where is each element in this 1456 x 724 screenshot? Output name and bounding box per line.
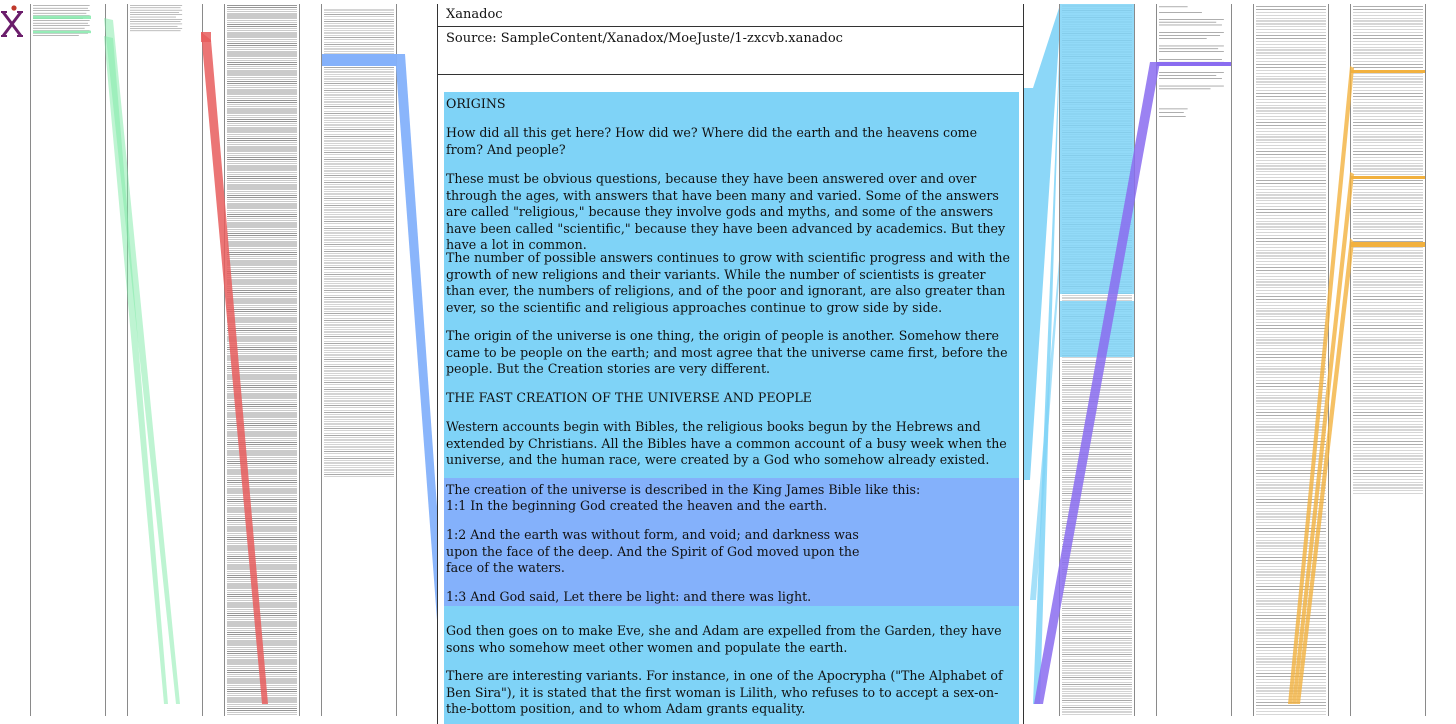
bible-verse: 1:3 And God said, Let there be light: and there was light.	[446, 589, 812, 604]
paragraph-heading-fast-creation: THE FAST CREATION OF THE UNIVERSE AND PEOPLE	[446, 390, 812, 405]
source-document-column-2[interactable]	[127, 4, 203, 716]
xanadoc-main-column[interactable]	[437, 4, 1024, 724]
xanadu-logo-icon[interactable]	[0, 4, 24, 38]
source-document-column-4[interactable]	[321, 4, 397, 716]
cyan-link-beam-2	[1033, 60, 1059, 704]
paragraph: These must be obvious questions, because they have been answered over and over through the ages, with answers that have been many and varied. Some of the answers are called "religious," because they involve gods and myths, and some of the answers have been called "scientific," because they have been advanced by academics. But they have a lot in common.	[446, 171, 1006, 253]
source-document-column-8[interactable]	[1350, 4, 1426, 716]
paragraph: How did all this get here? How did we? Where did the earth and the heavens come from? And people?	[446, 125, 978, 157]
cyan-link-beam	[1022, 8, 1059, 480]
paragraph-heading-origins: ORIGINS	[446, 96, 506, 111]
paragraph: The number of possible answers continues to grow with scientific progress and with the growth of new religions and their variants. While the number of scientists is greater than ever, the numbers of religions, and of the poor and ignorant, are also greater than ever, so the scientific and religious approaches continue to grow side by side.	[446, 250, 1010, 315]
paragraph: God then goes on to make Eve, she and Adam are expelled from the Garden, they have sons who somehow meet other women and populate the earth.	[446, 623, 1002, 655]
source-document-column-5[interactable]	[1059, 4, 1135, 716]
bible-verse: 1:1 In the beginning God created the heaven and the earth.	[446, 498, 828, 513]
paragraph: There are interesting variants. For instance, in one of the Apocrypha ("The Alphabet of Ben Sira"), it is stated that the first woman is Lilith, who refuses to to accept a sex-on-the-bottom position, and to whom Adam grants equality.	[446, 668, 1003, 717]
paragraph: The creation of the universe is described in the King James Bible like this:	[446, 482, 921, 497]
source-document-column-6[interactable]	[1156, 4, 1232, 716]
document-title: Xanadoc	[438, 4, 1023, 27]
source-document-column-7[interactable]	[1253, 4, 1329, 716]
document-source-path: Source: SampleContent/Xanadox/MoeJuste/1-zxcvb.xanadoc	[438, 27, 1023, 75]
source-document-column-3[interactable]	[224, 4, 300, 716]
cyan-link-beam-3	[1030, 260, 1059, 600]
source-document-column-1[interactable]	[30, 4, 106, 716]
paragraph: The origin of the universe is one thing, the origin of people is another. Somehow there came to be people on the earth; and most agree that the universe came first, before the people. But the Creation stories are very different.	[446, 328, 1008, 377]
bible-verse: 1:2 And the earth was without form, and void; and darkness was upon the face of the deep. And the Spirit of God moved upon the face of the waters.	[446, 527, 860, 576]
paragraph: Western accounts begin with Bibles, the religious books begun by the Hebrews and extended by Christians. All the Bibles have a common account of a busy week when the universe, and the human race, were created by a God who somehow already existed.	[446, 419, 1007, 468]
